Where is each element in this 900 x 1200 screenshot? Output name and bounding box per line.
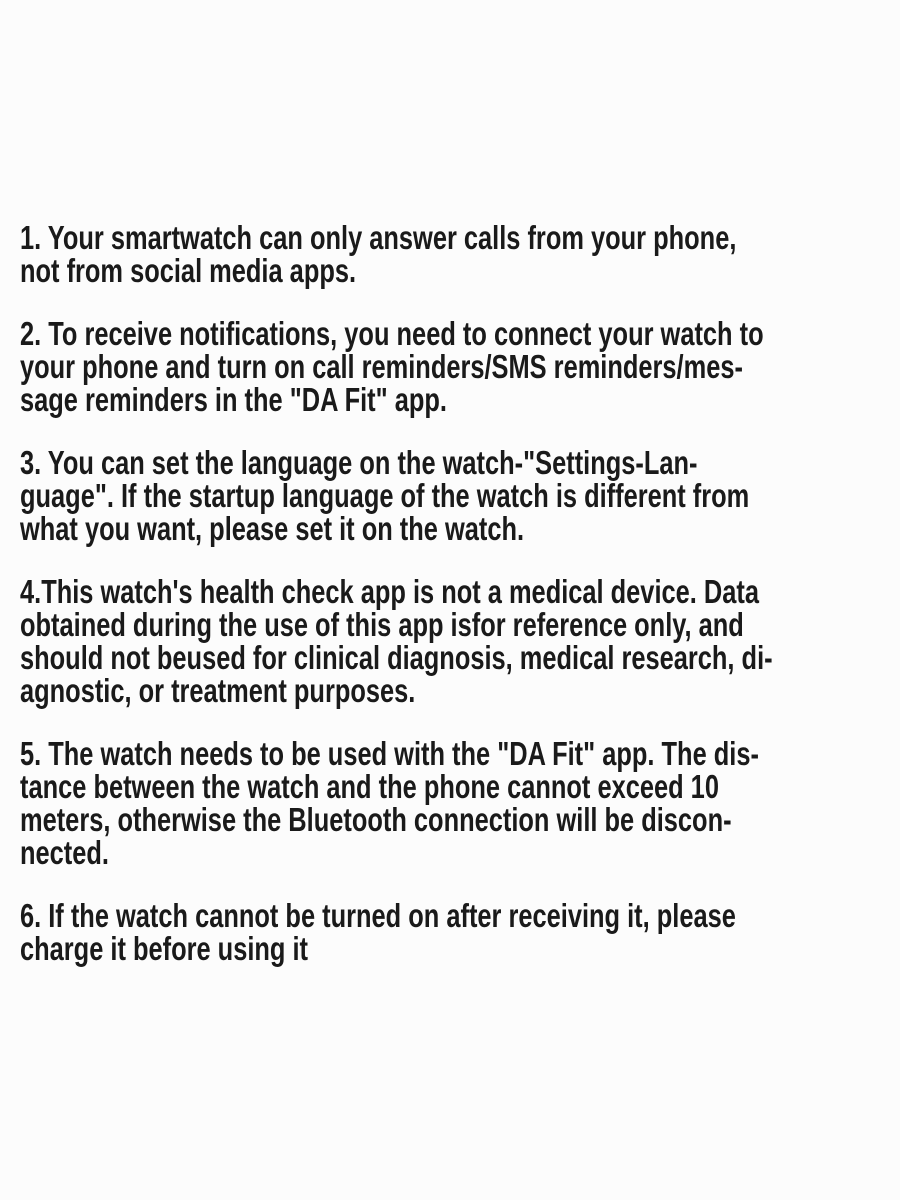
notice-line: 5. The watch needs to be used with the "DA Fit" app. The dis-: [20, 735, 759, 772]
notice-paragraph-4: [20, 575, 900, 707]
notice-line: 4.This watch's health check app is not a medical device. Data: [20, 573, 759, 610]
notice-line: meters, otherwise the Bluetooth connection will be discon-: [20, 801, 732, 838]
notice-line: sage reminders in the "DA Fit" app.: [20, 381, 447, 418]
notice-paragraph-1: [20, 221, 900, 287]
notice-line: obtained during the use of this app isfor reference only, and: [20, 606, 744, 643]
notice-line: charge it before using it: [20, 930, 309, 967]
notice-paragraph-6: [20, 899, 900, 965]
notice-line: 3. You can set the language on the watch-"Settings-Lan-: [20, 444, 698, 481]
notice-line: 6. If the watch cannot be turned on after receiving it, please: [20, 897, 736, 934]
notice-paragraph-2: [20, 317, 900, 416]
notice-line: 1. Your smartwatch can only answer calls from your phone,: [20, 219, 737, 256]
notice-line: your phone and turn on call reminders/SMS reminders/mes-: [20, 348, 743, 385]
notice-paragraph-5: [20, 737, 900, 869]
notice-line: what you want, please set it on the watch.: [20, 510, 525, 547]
notice-line: guage". If the startup language of the watch is different from: [20, 477, 750, 514]
notice-line: not from social media apps.: [20, 252, 357, 289]
notice-line: nected.: [20, 834, 109, 871]
notice-line: 2. To receive notifications, you need to connect your watch to: [20, 315, 764, 352]
notice-line: should not beused for clinical diagnosis, medical research, di-: [20, 639, 773, 676]
notice-line: tance between the watch and the phone cannot exceed 10: [20, 768, 719, 805]
notice-line: agnostic, or treatment purposes.: [20, 672, 416, 709]
notice-paragraph-3: [20, 446, 900, 545]
